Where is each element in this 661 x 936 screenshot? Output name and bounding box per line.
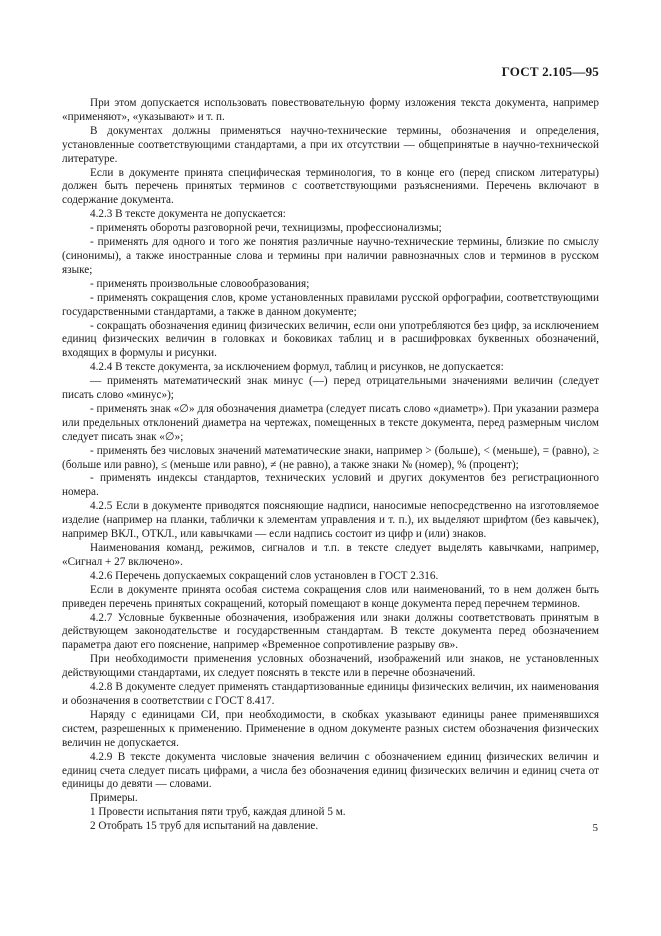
paragraph: Если в документе принята особая система сокращения слов или наименований, то в нем должен быть приведен перечень принятых сокращений, который помещают в конце документа перед перечнем терминов. xyxy=(62,583,599,610)
list-item: — применять математический знак минус (—) перед отрицательными значениями величин (следует писать слово «минус»); xyxy=(62,375,599,402)
list-item: - применять сокращения слов, кроме установленных правилами русской орфографии, соответствующими государственными стандартами, а также в данном документе; xyxy=(62,291,599,318)
section-4-2-9: 4.2.9 В тексте документа числовые значения величин с обозначением единиц физических величин и единиц счета следует писать цифрами, а числа без обозначения единиц физических величин и единиц счета от единицы до девяти — словами. xyxy=(62,750,599,791)
paragraph: В документах должны применяться научно-технические термины, обозначения и определения, установленные соответствующими стандартами, а при их отсутствии — общепринятые в научно-технической литературе. xyxy=(62,124,599,165)
example-item: 2 Отобрать 15 труб для испытаний на давление. xyxy=(90,820,319,833)
section-4-2-8: 4.2.8 В документе следует применять стандартизованные единицы физических величин, их наименования и обозначения в соответствии с ГОСТ 8.417. xyxy=(62,681,599,707)
section-4-2-6: 4.2.6 Перечень допускаемых сокращений слов установлен в ГОСТ 2.316. xyxy=(90,569,439,582)
paragraph: При необходимости применения условных обозначений, изображений или знаков, не установленных действующими стандартами, их следует пояснять в тексте или в перечне обозначений. xyxy=(62,653,599,680)
page-number: 5 xyxy=(592,822,598,834)
list-item: - применять знак «∅» для обозначения диаметра (следует писать слово «диаметр»). При указании размера или предельных отклонений диаметра на чертежах, помещенных в тексте документа, перед размерным числом следует писать знак «∅»; xyxy=(62,402,599,443)
paragraph: Если в документе принята специфическая терминология, то в конце его (перед списком литературы) должен быть перечень принятых терминов с соответствующими разъяснениями. Перечень включают в содержание документа. xyxy=(62,166,599,207)
list-item: - применять без числовых значений математические знаки, например > (больше), < (меньше), = (равно), ≥ (больше или равно), ≤ (меньше или равно), ≠ (не равно), а также знаки № (номер), % (процент); xyxy=(62,444,599,471)
section-4-2-7: 4.2.7 Условные буквенные обозначения, изображения или знаки должны соответствовать принятым в действующем законодательстве и государственным стандартам. В тексте документа перед обозначением параметра дают его пояснение, например «Временное сопротивление разрыву σв». xyxy=(62,611,599,652)
document-body xyxy=(62,97,599,834)
list-item: - применять для одного и того же понятия различные научно-технические термины, близкие по смыслу (синонимы), а также иностранные слова и термины при наличии равнозначных слов и терминов в русском языке; xyxy=(62,236,599,276)
paragraph: Наименования команд, режимов, сигналов и т.п. в тексте следует выделять кавычками, например, «Сигнал + 27 включено». xyxy=(62,542,599,568)
list-item: - применять обороты разговорной речи, техницизмы, профессионализмы; xyxy=(90,222,442,235)
section-4-2-4: 4.2.4 В тексте документа, за исключением формул, таблиц и рисунков, не допускается: xyxy=(90,361,504,374)
section-4-2-5: 4.2.5 Если в документе приводятся поясняющие надписи, наносимые непосредственно на изготовляемое изделие (например на планки, таблички к элементам управления и т. п.), их выделяют шрифтом (без кавычек), например ВКЛ., ОТКЛ., или кавычками — если надпись состоит из цифр и (или) знаков. xyxy=(62,500,599,541)
paragraph: При этом допускается использовать повествовательную форму изложения текста документа, например «применяют», «указывают» и т. п. xyxy=(62,97,599,123)
list-item: - применять произвольные словообразования; xyxy=(90,277,310,290)
document-id-header: ГОСТ 2.105—95 xyxy=(501,64,599,79)
list-item: - применять индексы стандартов, технических условий и других документов без регистрационного номера. xyxy=(62,472,599,499)
list-item: - сокращать обозначения единиц физических величин, если они употребляются без цифр, за исключением единиц физических величин в головках и боковиках таблиц и в расшифровках буквенных обозначений, входящих в формулы и рисунки. xyxy=(62,319,599,360)
paragraph: Наряду с единицами СИ, при необходимости, в скобках указывают единицы ранее применявшихся систем, разрешенных к применению. Применение в одном документе разных систем обозначения физических величин не допускается. xyxy=(62,708,599,749)
section-4-2-3: 4.2.3 В тексте документа не допускается: xyxy=(90,208,286,221)
example-item: 1 Провести испытания пяти труб, каждая длиной 5 м. xyxy=(90,806,346,819)
examples-label: Примеры. xyxy=(90,792,138,805)
